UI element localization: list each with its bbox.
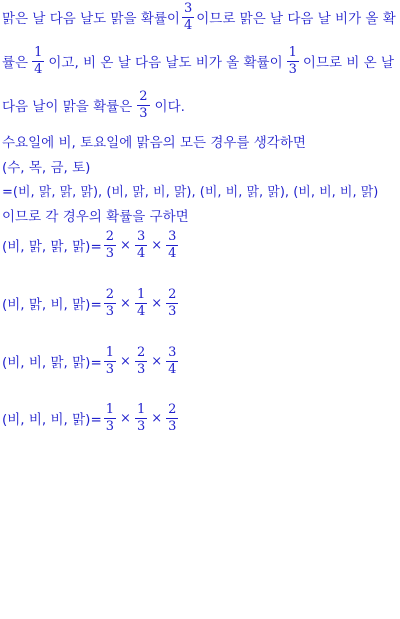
times-sign: × [151,410,163,426]
case-label: (비, 비, 맑, 맑)= [2,355,102,372]
fraction: $\frac{2}{3}$ [105,229,115,261]
intro-text-7: 이다. [154,99,185,116]
fraction: $\frac{2}{3}$ [168,287,177,319]
intro-text-6: 다음 날이 맑을 확률은 [2,99,133,116]
times-sign: × [120,295,131,311]
times-sign: × [120,353,131,369]
fraction: $\frac{1}{3}$ [105,345,115,377]
tuple-header: (수, 목, 금, 토) [2,160,91,176]
case-probability-line [2,346,180,376]
fraction: $\frac{3}{4}$ [183,1,193,33]
fraction: $\frac{2}{3}$ [136,345,146,377]
intro-text-3: 률은 [2,55,29,72]
times-sign: × [120,410,131,426]
intro-text-4: 이고, 비 온 날 다음 날도 비가 올 확률이 [48,55,283,72]
times-sign: × [151,353,163,369]
fraction: $\frac{1}{4}$ [34,45,43,77]
case-label: (비, 비, 비, 맑)= [2,412,102,429]
intro-line-2 [2,46,394,76]
intro-text-1: 맑은 날 다음 날도 맑을 확률이 [2,11,180,28]
case-intro: 수요일에 비, 토요일에 맑음의 모든 경우를 생각하면 [2,135,306,151]
times-sign: × [151,295,163,311]
case-conclusion: 이므로 각 경우의 확률을 구하면 [2,209,189,225]
fraction: $\frac{3}{4}$ [168,229,177,261]
intro-line-1 [2,2,396,32]
fraction: $\frac{1}{3}$ [288,45,297,77]
fraction: $\frac{2}{3}$ [105,287,115,319]
fraction: $\frac{1}{3}$ [105,402,115,434]
fraction: $\frac{3}{4}$ [136,229,146,261]
case-label: (비, 맑, 맑, 맑)= [2,239,102,256]
times-sign: × [151,237,163,253]
fraction: $\frac{1}{4}$ [136,287,146,319]
case-probability-line [2,403,180,433]
intro-text-5: 이므로 비 온 날 [302,55,395,72]
intro-text-2: 이므로 맑은 날 다음 날 비가 올 확 [196,11,396,28]
case-probability-line [2,288,180,318]
times-sign: × [120,237,131,253]
intro-line-3 [2,90,185,120]
case-probability-line [2,230,180,260]
case-label: (비, 맑, 비, 맑)= [2,297,102,314]
fraction: $\frac{2}{3}$ [139,89,148,121]
fraction: $\frac{3}{4}$ [168,345,177,377]
case-list: =(비, 맑, 맑, 맑), (비, 맑, 비, 맑), (비, 비, 맑, 맑), (비, 비, 비, 맑) [2,185,379,200]
fraction: $\frac{2}{3}$ [168,402,177,434]
fraction: $\frac{1}{3}$ [136,402,146,434]
